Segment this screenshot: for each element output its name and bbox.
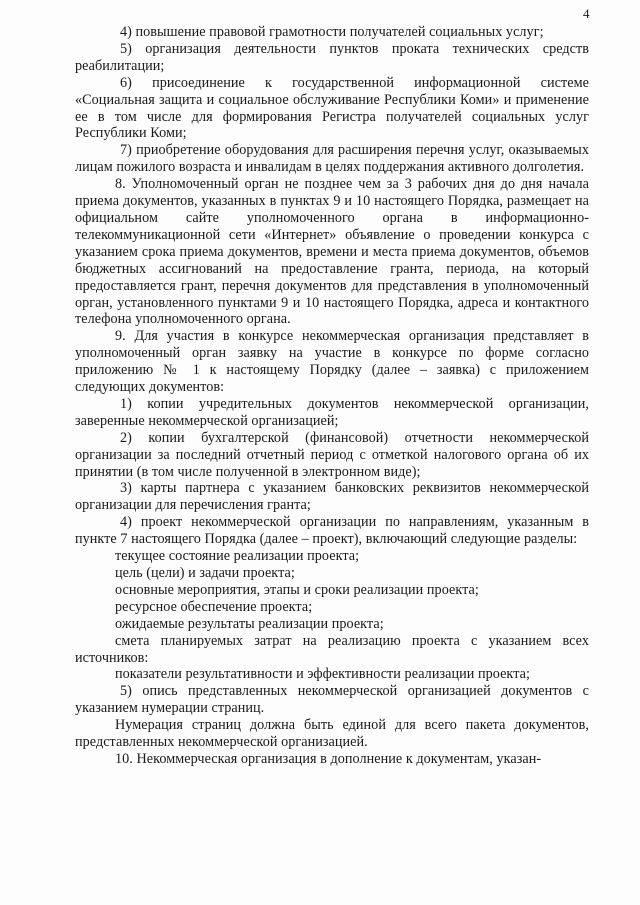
paragraph-doc-1: 1) копии учредительных документов некоммерческой организации, заверенные некоммерческой организацией; xyxy=(75,395,589,429)
project-section-item: ожидаемые результаты реализации проекта; xyxy=(115,615,384,632)
page-number: 4 xyxy=(583,6,590,21)
paragraph-doc-3: 3) карты партнера с указанием банковских реквизитов некоммерческой организации для перечисления гранта; xyxy=(75,480,589,514)
paragraph-doc-2: 2) копии бухгалтерской (финансовой) отчетности некоммерческой организации за последний отчетный период с отметкой налогового органа об их принятии (в том числе полученной в электронном виде); xyxy=(75,429,589,480)
project-section-item: ресурсное обеспечение проекта; xyxy=(115,598,313,615)
paragraph-item-4: 4) повышение правовой грамотности получателей социальных услуг; xyxy=(120,24,544,40)
paragraph-doc-4: 4) проект некоммерческой организации по направлениям, указанным в пункте 7 настоящего Порядка (далее – проект), включающий следующие разделы: xyxy=(75,514,589,548)
project-section-item: основные мероприятия, этапы и сроки реализации проекта; xyxy=(115,581,479,598)
project-section-item: показатели результативности и эффективности реализации проекта; xyxy=(115,666,530,683)
paragraph-item-7: 7) приобретение оборудования для расширения перечня услуг, оказываемых лицам пожилого возраста и инвалидам в целях поддержания активного долголетия. xyxy=(75,142,589,176)
paragraph-clause-9: 9. Для участия в конкурсе некоммерческая организация представляет в уполномоченный орган заявку на участие в конкурсе по форме согласно приложению № 1 к настоящему Порядку (далее – заявка) с приложением следующих документов: xyxy=(75,328,589,396)
project-section-item: текущее состояние реализации проекта; xyxy=(115,548,360,565)
paragraph-item-6: 6) присоединение к государственной информационной системе «Социальная защита и социальное обслуживание Республики Коми» и применение ее в том числе для формирования Регистра получателей социальных услуг Республики Коми; xyxy=(75,74,589,142)
project-section-item: смета планируемых затрат на реализацию проекта с указанием всех источников: xyxy=(75,632,589,666)
paragraph-clause-10: 10. Некоммерческая организация в дополнение к документам, указан- xyxy=(115,750,542,767)
project-section-item: цель (цели) и задачи проекта; xyxy=(115,565,295,581)
document-body xyxy=(75,24,589,768)
paragraph-doc-5: 5) опись представленных некоммерческой организацией документов с указанием нумерации страниц. xyxy=(75,683,589,717)
paragraph-page-numbering: Нумерация страниц должна быть единой для всего пакета документов, представленных некоммерческой организацией. xyxy=(75,717,589,751)
paragraph-item-5: 5) организация деятельности пунктов проката технических средств реабилитации; xyxy=(75,40,589,74)
paragraph-clause-8: 8. Уполномоченный орган не позднее чем за 3 рабочих дня до дня начала приема документов, указанных в пунктах 9 и 10 настоящего Порядка, размещает на официальном сайте уполномоченного органа в информационно-телекоммуникационной сети «Интернет» объявление о проведении конкурса с указанием срока приема документов, времени и места приема документов, объемов бюджетных ассигнований на предоставление гранта, периода, на который предоставляется грант, перечня документов для представления в уполномоченный орган, установленного пунктами 9 и 10 настоящего Порядка, адреса и контактного телефона уполномоченного органа. xyxy=(75,176,589,328)
